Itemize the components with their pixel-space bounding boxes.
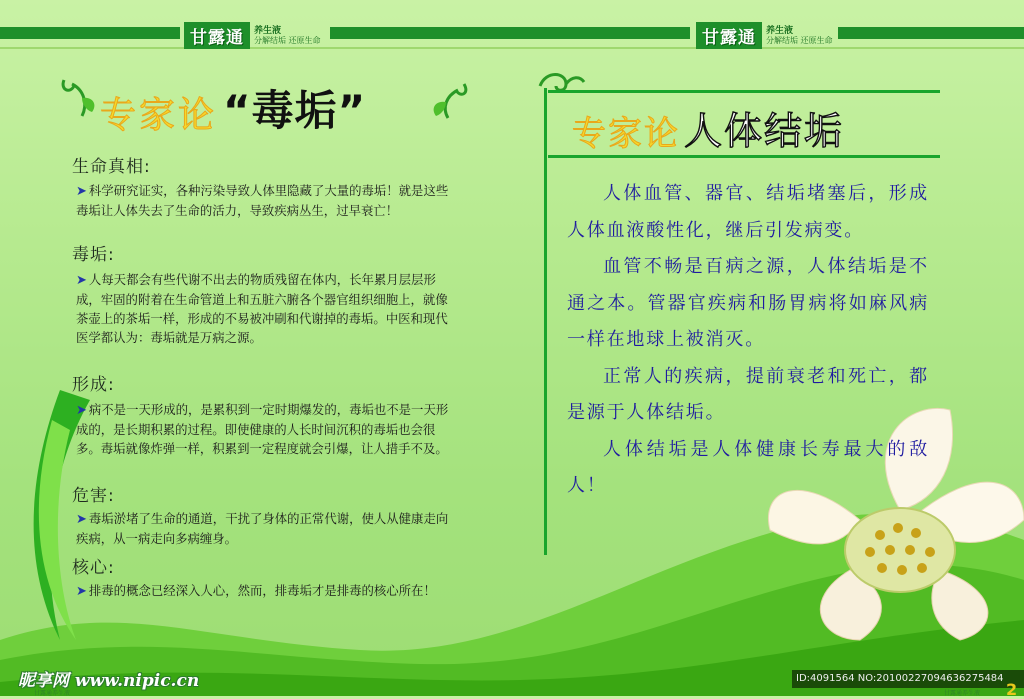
- section-text: ➤ 科学研究证实，各种污染导致人体里隐藏了大量的毒垢！就是这些毒垢让人体失去了生命的活力，导致疾病丛生，过早衰亡！: [76, 183, 449, 218]
- brand-name: 甘露通: [696, 22, 762, 49]
- footer-mini-right: 甘露通养生液: [944, 690, 981, 697]
- arrow-icon: ➤: [76, 273, 87, 288]
- brand-subtitle: 养生液 分解结垢 还原生命: [766, 25, 833, 45]
- brand-subtitle: 养生液 分解结垢 还原生命: [254, 25, 321, 45]
- right-title-main: 人体结垢: [684, 109, 845, 153]
- section-heading: 形成:: [72, 375, 115, 395]
- right-title: [572, 100, 844, 155]
- paragraph: 正常人的疾病，提前衰老和死亡，都是源于人体结垢。: [567, 365, 929, 423]
- page-number: 2: [1006, 680, 1018, 699]
- section-heading: 毒垢:: [72, 245, 115, 265]
- section-text: ➤ 毒垢淤堵了生命的通道，干扰了身体的正常代谢，使人从健康走向疾病，从一病走向多病缠身。: [76, 511, 449, 546]
- section-text: ➤ 病不是一天形成的，是累积到一定时期爆发的，毒垢也不是一天形成的，是长期积累的过程。即使健康的人长时间沉积的毒垢也会很多。毒垢就像炸弹一样，积累到一定程度就会引爆，让人措手不及。: [76, 402, 449, 456]
- paragraph: 血管不畅是百病之源，人体结垢是不通之本。管器官疾病和肠胃病将如麻风病一样在地球上被消灭。: [567, 256, 929, 350]
- brand-right: [696, 22, 833, 49]
- top-bar-right: [838, 27, 1024, 39]
- brand-left: [184, 22, 321, 49]
- arrow-icon: ➤: [76, 403, 87, 418]
- section-heading: 生命真相:: [72, 157, 151, 177]
- frame-top-line: [548, 90, 940, 93]
- footer-mini-left: 甘露通养生液: [34, 690, 71, 697]
- right-body: [567, 176, 929, 505]
- section-text: ➤ 排毒的概念已经深入人心，然而，排毒垢才是排毒的核心所在！: [76, 583, 436, 599]
- left-title: [100, 78, 366, 138]
- paragraph: 人体结垢是人体健康长寿最大的敌人！: [567, 438, 929, 496]
- section-heading: 核心:: [72, 558, 115, 578]
- paragraph: 人体血管、器官、结垢堵塞后，形成人体血液酸性化，继后引发病变。: [567, 183, 929, 241]
- section-text: ➤ 人每天都会有些代谢不出去的物质残留在体内，长年累月层层形成，牢固的附着在生命管道上和五脏六腑各个器官组织细胞上，就像茶壶上的茶垢一样，形成的不易被冲刷和代谢掉的毒垢。中医和现代医学都认为：毒垢就是万病之源。: [76, 272, 448, 345]
- image-id-bar: ID:4091564 NO:20100227094636275484: [792, 670, 1024, 688]
- arrow-icon: ➤: [76, 512, 87, 527]
- brand-name: 甘露通: [184, 22, 250, 49]
- top-bar-left: [0, 27, 180, 39]
- left-title-prefix: 专家论: [100, 95, 218, 136]
- left-title-main: “毒垢”: [223, 86, 367, 135]
- right-title-prefix: 专家论: [572, 114, 680, 154]
- frame-title-underline: [548, 155, 940, 158]
- top-bar-left-2: [330, 27, 690, 39]
- watermark-text: 昵享网 www.nipic.cn: [18, 671, 200, 691]
- section-heading: 危害:: [72, 486, 115, 506]
- arrow-icon: ➤: [76, 184, 87, 199]
- frame-vertical-line: [544, 88, 547, 555]
- vine-ornament-right: [424, 76, 472, 124]
- arrow-icon: ➤: [76, 584, 87, 599]
